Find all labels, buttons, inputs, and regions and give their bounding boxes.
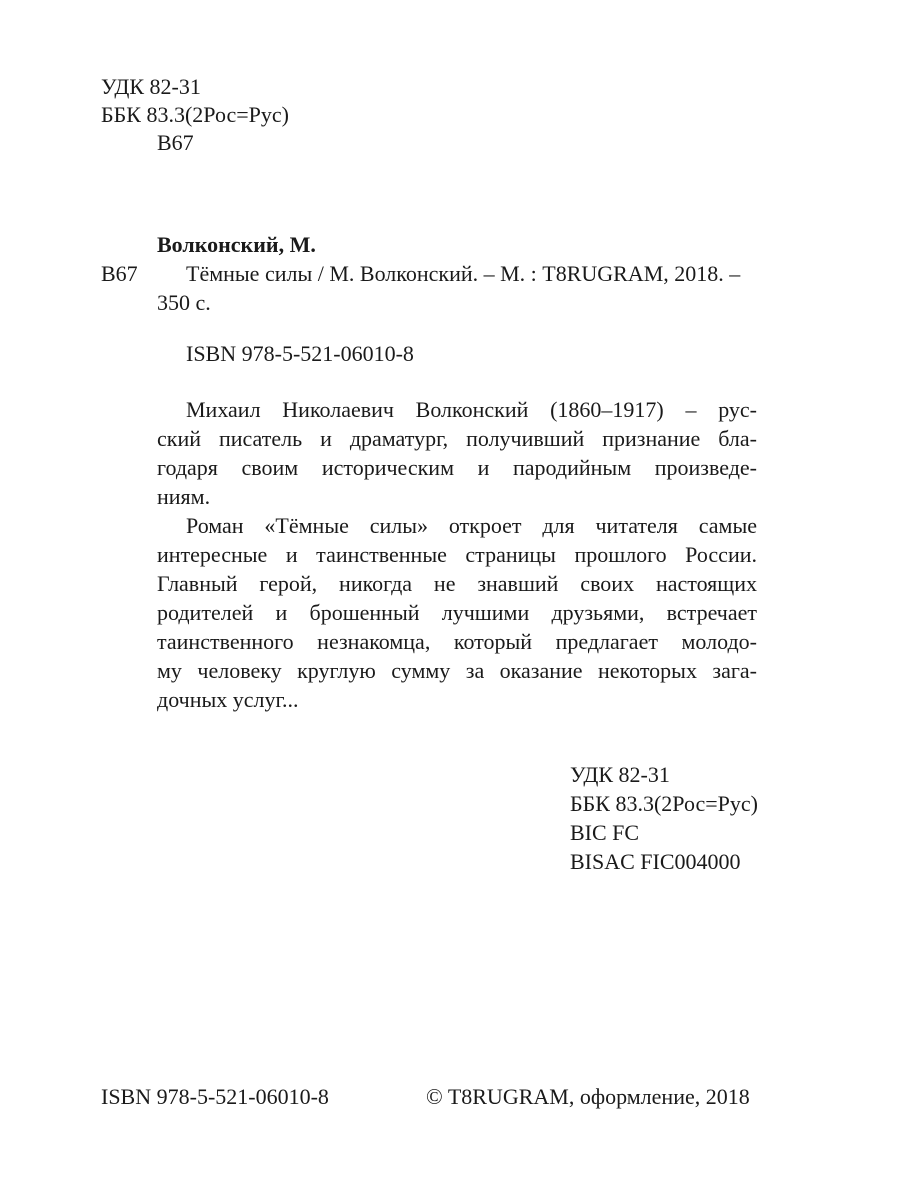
card-isbn: ISBN 978-5-521-06010-8: [186, 341, 414, 366]
annotation-line: Главный герой, никогда не знавший своих настоящих: [157, 571, 757, 596]
author-name: Волконский, М.: [157, 232, 316, 257]
udk-code: УДК 82-31: [101, 74, 201, 99]
bic-code: BIC FC: [570, 820, 640, 845]
annotation-line: Михаил Николаевич Волконский (1860–1917) – рус-: [186, 397, 757, 422]
udk-code-right: УДК 82-31: [570, 762, 670, 787]
title-line: Тёмные силы / М. Волконский. – М. : T8RUGRAM, 2018. –: [186, 261, 741, 286]
annotation-line: интересные и таинственные страницы прошлого России.: [157, 542, 757, 567]
bbk-code-right: ББК 83.3(2Рос=Рус): [570, 791, 758, 816]
page-count: 350 с.: [157, 290, 211, 315]
annotation-line: дочных услуг...: [157, 687, 299, 712]
annotation-line: му человеку круглую сумму за оказание некоторых зага-: [157, 658, 757, 683]
annotation-line: ниям.: [157, 484, 211, 509]
bisac-code: BISAC FIC004000: [570, 849, 741, 874]
footer-isbn: ISBN 978-5-521-06010-8: [101, 1084, 329, 1109]
annotation-line: годаря своим историческим и пародийным произведе-: [157, 455, 757, 480]
annotation-line: родителей и брошенный лучшими друзьями, встречает: [157, 600, 757, 625]
author-mark: В67: [157, 130, 194, 155]
annotation-line: ский писатель и драматург, получивший признание бла-: [157, 426, 757, 451]
card-author-mark: В67: [101, 261, 138, 286]
annotation-line: таинственного незнакомца, который предлагает молодо-: [157, 629, 757, 654]
footer-copyright: © T8RUGRAM, оформление, 2018: [426, 1084, 750, 1109]
bbk-code: ББК 83.3(2Рос=Рус): [101, 102, 289, 127]
annotation-line: Роман «Тёмные силы» откроет для читателя самые: [186, 513, 757, 538]
